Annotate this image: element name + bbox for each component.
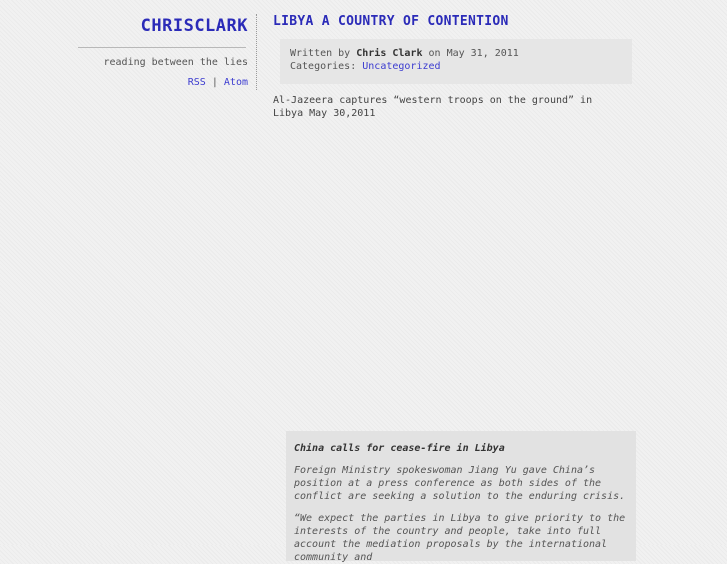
embedded-video-area	[273, 122, 633, 422]
atom-link[interactable]: Atom	[223, 77, 248, 88]
rss-link[interactable]: RSS	[187, 77, 206, 88]
category-link-uncategorized[interactable]: Uncategorized	[362, 61, 441, 72]
blockquote	[286, 431, 636, 561]
feed-separator: |	[211, 77, 218, 88]
post-author: Chris Clark	[356, 48, 423, 59]
sidebar	[78, 14, 248, 88]
post-date: on May 31, 2011	[428, 48, 519, 59]
quote-headline: China calls for cease-fire in Libya	[294, 443, 505, 454]
post-byline	[290, 47, 622, 60]
site-tagline: reading between the lies	[103, 57, 248, 68]
sidebar-divider	[78, 47, 246, 48]
categories-label: Categories:	[290, 61, 357, 72]
post-content	[273, 14, 643, 120]
post-intro-text: Al-Jazeera captures “western troops on the ground” in Libya May 30,2011	[273, 95, 593, 119]
feed-links	[78, 77, 248, 88]
quote-paragraph-1: Foreign Ministry spokeswoman Jiang Yu gave China’s position at a press conference as both sides of the conflict are seeking a solution to the enduring crisis.	[294, 465, 626, 502]
vertical-divider	[256, 14, 257, 90]
post-title[interactable]: LIBYA A COUNTRY OF CONTENTION	[273, 14, 509, 29]
site-title-link[interactable]: CHRISCLARK	[140, 16, 248, 36]
quote-paragraph-2: “We expect the parties in Libya to give priority to the interests of the country and people, take into full account the mediation proposals by the international community and	[294, 513, 626, 563]
post-categories	[290, 60, 622, 73]
post-meta-box	[280, 39, 632, 84]
written-by-prefix: Written by	[290, 48, 351, 59]
